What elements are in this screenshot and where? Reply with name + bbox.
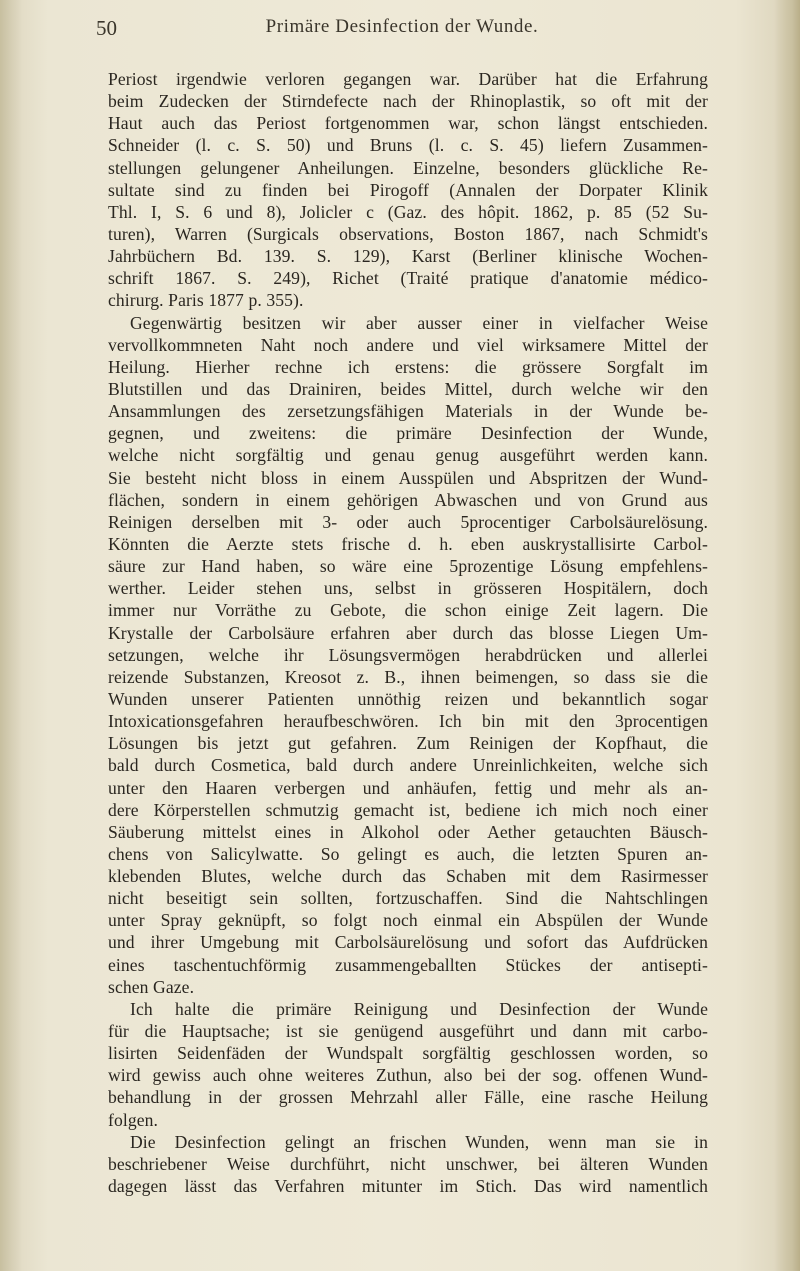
text-line: welche nicht sorgfältig und genau genug ausgeführt werden kann. <box>108 445 708 466</box>
text-line: Wunden unserer Patienten unnöthig reizen und bekanntlich sogar <box>108 688 708 709</box>
text-line: Säuberung mittelst eines in Alkohol oder Aether getauchten Bäusch- <box>108 821 708 842</box>
text-line: schen Gaze. <box>108 976 195 997</box>
text-line: flächen, sondern in einem gehörigen Abwaschen und von Grund aus <box>108 489 708 510</box>
page-left-shadow <box>0 0 22 1271</box>
text-line: schrift 1867. S. 249), Richet (Traité pratique d'anatomie médico- <box>108 268 708 289</box>
text-line: dagegen lässt das Verfahren mitunter im Stich. Das wird namentlich <box>108 1176 708 1197</box>
text-line: Schneider (l. c. S. 50) und Bruns (l. c. S. 45) liefern Zusammen- <box>108 135 708 156</box>
page-header <box>96 16 708 46</box>
text-line: Krystalle der Carbolsäure erfahren aber durch das blosse Liegen Um- <box>108 622 708 643</box>
page-number: 50 <box>96 16 117 40</box>
text-line: behandlung in der grossen Mehrzahl aller Fälle, eine rasche Heilung <box>108 1087 708 1108</box>
text-line: bald durch Cosmetica, bald durch andere Unreinlichkeiten, welche sich <box>108 755 708 776</box>
text-line: klebenden Blutes, welche durch das Schaben mit dem Rasirmesser <box>108 866 708 887</box>
text-line: und ihrer Umgebung mit Carbolsäurelösung und sofort das Aufdrücken <box>108 932 708 953</box>
text-line: Reinigen derselben mit 3- oder auch 5procentiger Carbolsäurelösung. <box>108 511 708 532</box>
text-line: Heilung. Hierher rechne ich erstens: die grössere Sorgfalt im <box>108 356 708 377</box>
text-line: Intoxicationsgefahren heraufbeschwören. Ich bin mit den 3procentigen <box>108 711 708 732</box>
body-text <box>108 68 708 1197</box>
text-line: Könnten die Aerzte stets frische d. h. eben auskrystallisirte Carbol- <box>108 533 708 554</box>
text-line: chirurg. Paris 1877 p. 355). <box>108 290 304 311</box>
text-line: Ich halte die primäre Reinigung und Desinfection der Wunde <box>130 998 708 1019</box>
text-line: beschriebener Weise durchführt, nicht unschwer, bei älteren Wunden <box>108 1153 708 1174</box>
text-line: Gegenwärtig besitzen wir aber ausser einer in vielfacher Weise <box>130 312 708 333</box>
text-line: setzungen, welche ihr Lösungsvermögen herabdrücken und allerlei <box>108 644 708 665</box>
text-line: Haut auch das Periost fortgenommen war, schon längst entschieden. <box>108 113 708 134</box>
text-line: dere Körperstellen schmutzig gemacht ist, bediene ich mich noch einer <box>108 799 708 820</box>
text-line: unter den Haaren verbergen und anhäufen, fettig und mehr als an- <box>108 777 708 798</box>
text-line: wird gewiss auch ohne weiteres Zuthun, also bei der sog. offenen Wund- <box>108 1065 708 1086</box>
text-line: chens von Salicylwatte. So gelingt es auch, die letzten Spuren an- <box>108 843 708 864</box>
text-line: Die Desinfection gelingt an frischen Wunden, wenn man sie in <box>130 1131 708 1152</box>
text-line: säure zur Hand haben, so wäre eine 5prozentige Lösung empfehlens- <box>108 556 708 577</box>
text-line: immer nur Vorräthe zu Gebote, die schon einige Zeit lagern. Die <box>108 600 708 621</box>
text-line: reizende Substanzen, Kreosot z. B., ihnen beimengen, so dass sie die <box>108 666 708 687</box>
text-line: lisirten Seidenfäden der Wundspalt sorgfältig geschlossen worden, so <box>108 1043 708 1064</box>
text-line: folgen. <box>108 1109 159 1130</box>
text-line: Sie besteht nicht bloss in einem Ausspülen und Abspritzen der Wund- <box>108 467 708 488</box>
text-line: Lösungen bis jetzt gut gefahren. Zum Reinigen der Kopfhaut, die <box>108 733 708 754</box>
text-line: Thl. I, S. 6 und 8), Jolicler c (Gaz. des hôpit. 1862, p. 85 (52 Su- <box>108 201 708 222</box>
text-line: Ansammlungen des zersetzungsfähigen Materials in der Wunde be- <box>108 401 708 422</box>
text-line: eines taschentuchförmig zusammengeballten Stückes der antisepti- <box>108 954 708 975</box>
text-line: vervollkommneten Naht noch andere und viel wirksamere Mittel der <box>108 334 708 355</box>
text-line: sultate sind zu finden bei Pirogoff (Annalen der Dorpater Klinik <box>108 179 708 200</box>
text-line: beim Zudecken der Stirndefecte nach der Rhinoplastik, so oft mit der <box>108 91 708 112</box>
text-line: Jahrbüchern Bd. 139. S. 129), Karst (Berliner klinische Wochen- <box>108 246 708 267</box>
text-line: Periost irgendwie verloren gegangen war. Darüber hat die Erfahrung <box>108 69 708 89</box>
text-line: gegnen, und zweitens: die primäre Desinfection der Wunde, <box>108 423 708 444</box>
text-line: Blutstillen und das Drainiren, beides Mittel, durch welche wir den <box>108 378 708 399</box>
text-line: stellungen gelungener Anheilungen. Einzelne, besonders glückliche Re- <box>108 157 708 178</box>
text-line: unter Spray geknüpft, so folgt noch einmal ein Abspülen der Wunde <box>108 910 708 931</box>
text-line: nicht beseitigt sein sollten, fortzuschaffen. Sind die Nahtschlingen <box>108 888 708 909</box>
text-line: für die Hauptsache; ist sie genügend ausgeführt und dann mit carbo- <box>108 1021 708 1042</box>
page-right-edge <box>774 0 800 1271</box>
text-line: turen), Warren (Surgicals observations, Boston 1867, nach Schmidt's <box>108 223 708 244</box>
running-title: Primäre Desinfection der Wunde. <box>265 16 539 37</box>
text-line: werther. Leider stehen uns, selbst in grösseren Hospitälern, doch <box>108 578 708 599</box>
